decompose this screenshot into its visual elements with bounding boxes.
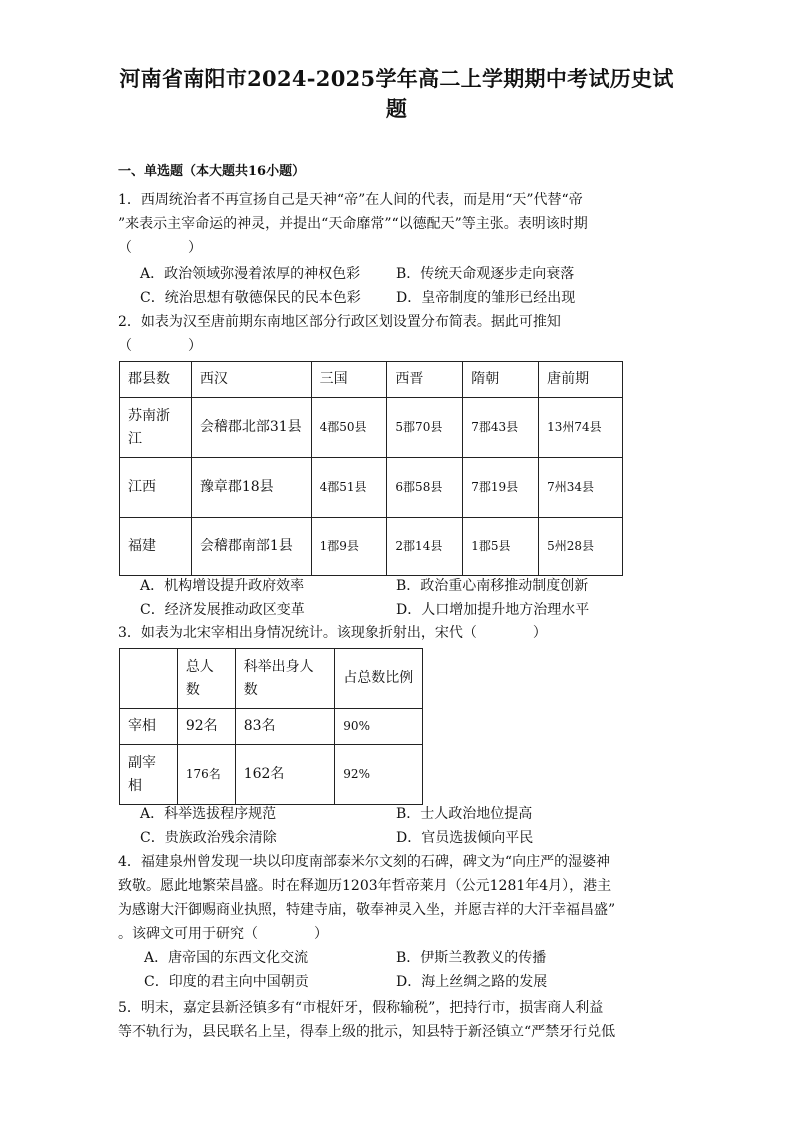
q2-option-d: D．人口增加提升地方治理水平 [396, 602, 590, 618]
table-cell: 福建 [120, 518, 192, 576]
table-cell: 7郡19县 [463, 458, 539, 518]
q2-option-a: A．机构增设提升政府效率 [140, 578, 305, 594]
q2-line-2: （ ） [118, 338, 202, 354]
table-cell: 江西 [120, 458, 192, 518]
table-cell: 6郡58县 [387, 458, 463, 518]
table-cell: 92名 [177, 709, 235, 745]
table-row [120, 709, 423, 745]
table-cell: 宰相 [120, 709, 178, 745]
table-cell: 2郡14县 [387, 518, 463, 576]
q5-line-1: 5．明末，嘉定县新泾镇多有“市棍奸牙，假称输税”，把持行市，损害商人利益 [118, 1000, 604, 1016]
table-header-cell [120, 649, 178, 709]
table-cell: 1郡5县 [463, 518, 539, 576]
question-5 [118, 996, 678, 1044]
q3-option-b: B．士人政治地位提高 [396, 806, 533, 822]
q2-option-c: C．经济发展推动政区变革 [140, 602, 305, 618]
table-cell: 176名 [177, 745, 235, 805]
q4-line-1: 4．福建泉州曾发现一块以印度南部泰米尔文刻的石碑，碑文为“向庄严的湿婆神 [118, 854, 611, 870]
q3-option-a: A．科举选拔程序规范 [140, 806, 277, 822]
table-header-cell: 占总数比例 [335, 649, 423, 709]
table-cell: 会稽郡北部31县 [191, 398, 311, 458]
table-header-cell: 西汉 [191, 362, 311, 398]
table-cell: 1郡9县 [311, 518, 387, 576]
table-cell: 5郡70县 [387, 398, 463, 458]
q4-option-a: A．唐帝国的东西文化交流 [144, 950, 309, 966]
q5-line-2: 等不轨行为，县民联名上呈，得奉上级的批示，知县特于新泾镇立“严禁牙行兑低 [118, 1024, 616, 1040]
question-2 [118, 310, 678, 358]
table-header-cell: 总人数 [177, 649, 235, 709]
table-header-cell: 隋朝 [463, 362, 539, 398]
table-header-cell: 唐前期 [539, 362, 623, 398]
table-header-cell: 三国 [311, 362, 387, 398]
question-3 [118, 621, 678, 645]
table-cell: 4郡50县 [311, 398, 387, 458]
table-cell: 92% [335, 745, 423, 805]
q1-option-b: B．传统天命观逐步走向衰落 [396, 266, 575, 282]
q3-option-c: C．贵族政治残余清除 [140, 830, 277, 846]
document-title [110, 64, 683, 124]
q1-line-2: ”来表示主宰命运的神灵，并提出“天命靡常”“以德配天”等主张。表明该时期 [118, 216, 588, 232]
q1-line-1: 1．西周统治者不再宣扬自己是天神“帝”在人间的代表，而是用“天”代替“帝 [118, 192, 583, 208]
q2-line-1: 2．如表为汉至唐前期东南地区部分行政区划设置分布简表。据此可推知 [118, 314, 561, 330]
table-cell: 7州34县 [539, 458, 623, 518]
question-1 [118, 188, 678, 260]
title-line-1: 河南省南阳市2024-2025学年高二上学期期中考试历史试 [119, 66, 674, 91]
table-row [120, 745, 423, 805]
table-row [120, 362, 623, 398]
title-line-2: 题 [385, 96, 408, 121]
table-cell: 会稽郡南部1县 [191, 518, 311, 576]
section-heading: 一、单选题（本大题共16小题） [118, 164, 306, 179]
q1-option-d: D．皇帝制度的雏形已经出现 [396, 290, 576, 306]
table-cell: 83名 [235, 709, 335, 745]
table-header-cell: 郡县数 [120, 362, 192, 398]
q3-option-d: D．官员选拔倾向平民 [396, 830, 534, 846]
table-cell: 90% [335, 709, 423, 745]
q3-line-1: 3．如表为北宋宰相出身情况统计。该现象折射出，宋代（ ） [118, 625, 547, 641]
q4-option-c: C．印度的君主向中国朝贡 [144, 974, 309, 990]
q2-option-b: B．政治重心南移推动制度创新 [396, 578, 589, 594]
table-cell: 13州74县 [539, 398, 623, 458]
table-header-cell: 科举出身人数 [235, 649, 335, 709]
q1-option-c: C．统治思想有敬德保民的民本色彩 [140, 290, 361, 306]
table-cell: 副宰相 [120, 745, 178, 805]
table-row [120, 458, 623, 518]
q4-option-b: B．伊斯兰教教义的传播 [396, 950, 547, 966]
table-cell: 162名 [235, 745, 335, 805]
table-row [120, 649, 423, 709]
q1-line-3: （ ） [118, 240, 202, 256]
q4-line-4: 。该碑文可用于研究（ ） [118, 926, 328, 942]
q4-option-d: D．海上丝绸之路的发展 [396, 974, 548, 990]
q2-table [119, 361, 623, 576]
q4-line-3: 为感谢大汗御赐商业执照，特建寺庙，敬奉神灵入坐，并愿吉祥的大汗幸福昌盛” [118, 902, 616, 918]
table-cell: 苏南浙江 [120, 398, 192, 458]
table-header-cell: 西晋 [387, 362, 463, 398]
q1-option-a: A．政治领域弥漫着浓厚的神权色彩 [140, 266, 361, 282]
table-cell: 7郡43县 [463, 398, 539, 458]
table-row [120, 398, 623, 458]
q4-line-2: 致敬。愿此地繁荣昌盛。时在释迦历1203年哲帝莱月（公元1281年4月），港主 [118, 878, 612, 894]
table-cell: 5州28县 [539, 518, 623, 576]
question-4 [118, 850, 678, 946]
q3-table [119, 648, 423, 805]
table-cell: 4郡51县 [311, 458, 387, 518]
table-cell: 豫章郡18县 [191, 458, 311, 518]
table-row [120, 518, 623, 576]
